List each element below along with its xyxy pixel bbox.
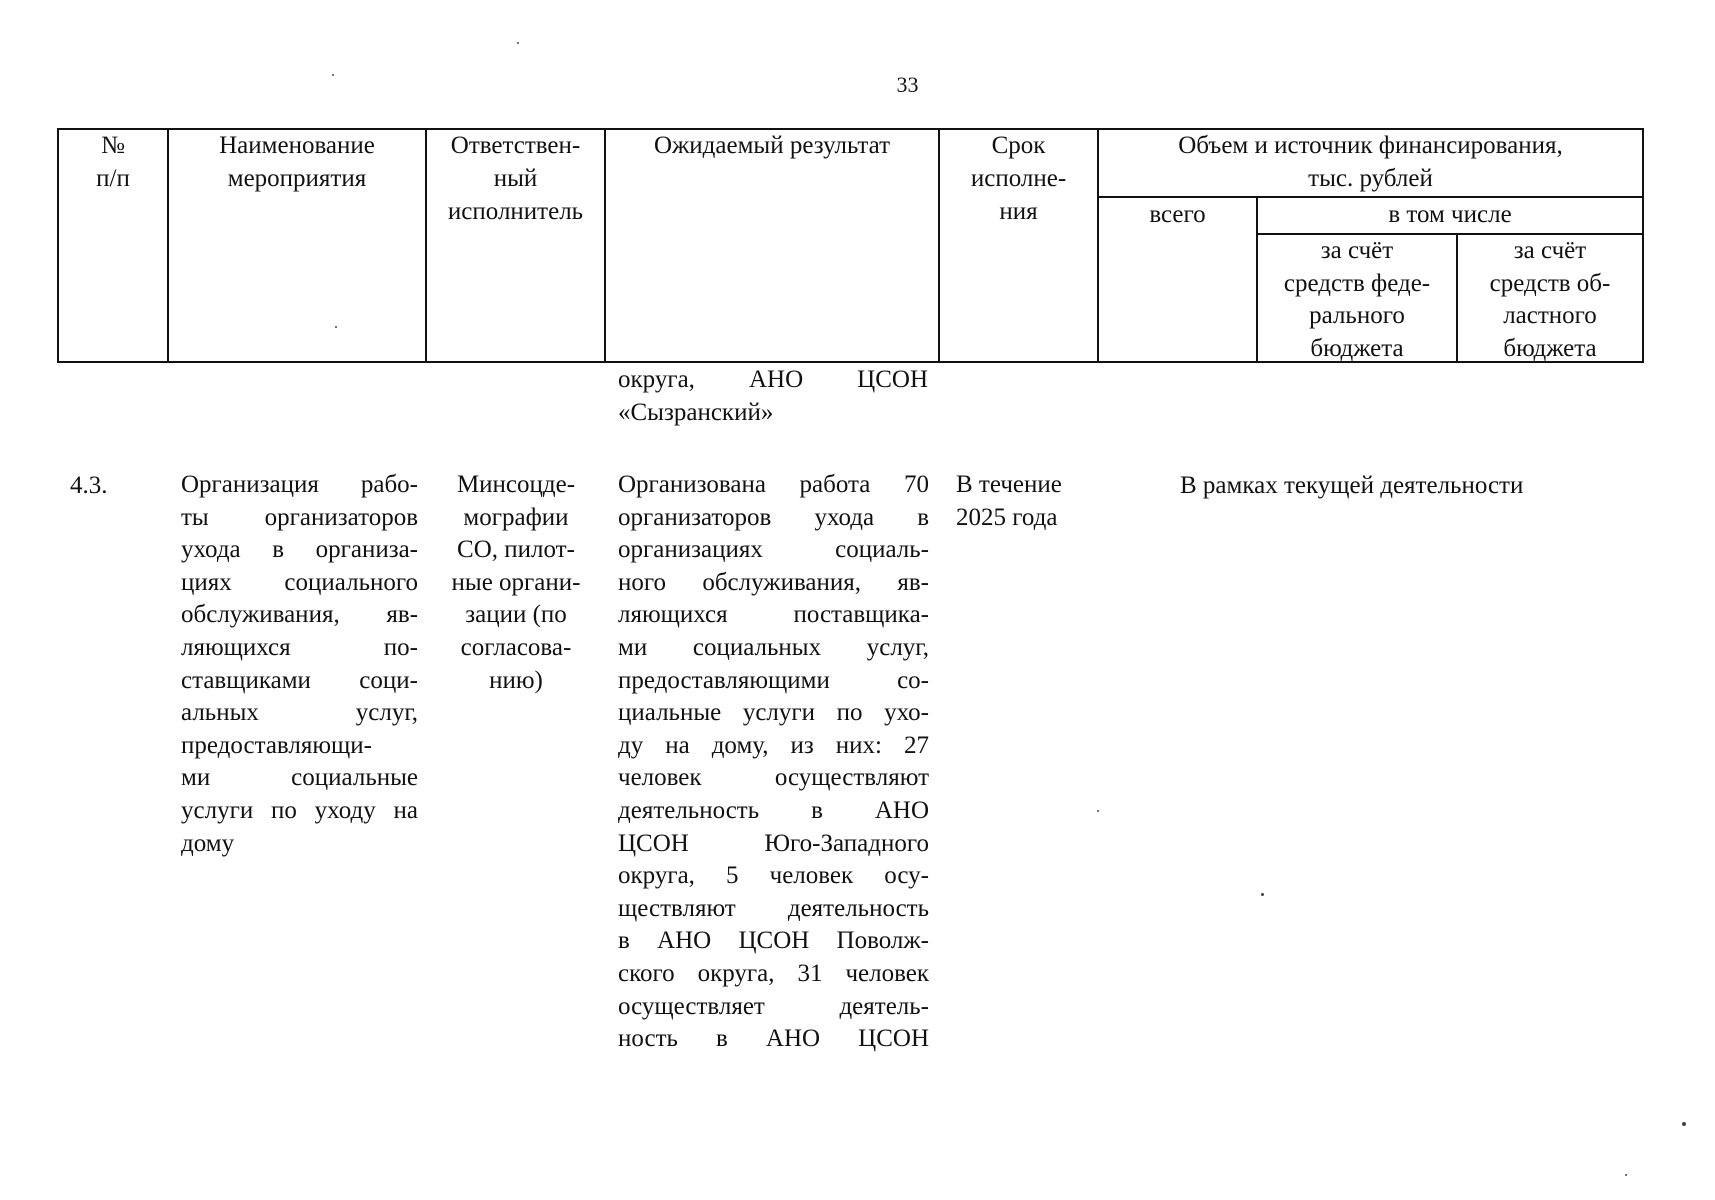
row-result-line: человек осуществляют [618, 764, 929, 792]
row-name-line: ставщиками соци- [181, 666, 418, 694]
header-funding [1099, 129, 1642, 195]
row-funding: В рамках текущей деятельности [1180, 472, 1524, 499]
header-deadline-line: ния [999, 198, 1038, 225]
header-name [169, 129, 425, 195]
row-result-line: ляющихся поставщика- [618, 601, 929, 629]
header-regional [1458, 235, 1642, 365]
row-name-line: альных услуг, [181, 699, 418, 727]
header-deadline-line: Срок [991, 132, 1046, 159]
header-number [59, 129, 167, 195]
continued-result-text [618, 364, 928, 429]
row-result-line: деятельность в АНО [618, 796, 929, 824]
header-federal-line: бюджета [1310, 334, 1404, 362]
row-name-line: ляющихся по- [181, 633, 418, 661]
header-federal [1258, 235, 1456, 365]
row-result-line: ского округа, 31 человек [618, 959, 929, 987]
row-name-line: ты организаторов [181, 503, 418, 531]
header-deadline-line: исполне- [970, 165, 1067, 192]
row-result-line: в АНО ЦСОН Поволж- [618, 927, 929, 955]
row-result-line: ществляют деятельность [618, 894, 929, 922]
row-name-line: Организация рабо- [181, 471, 418, 498]
table-header-divider [604, 128, 606, 363]
header-regional-line: ластного [1503, 302, 1597, 329]
row-result-line: ду на дому, из них: 27 [618, 731, 929, 759]
row-name-line: дому [181, 829, 235, 857]
row-responsible-line: мографии [463, 503, 569, 531]
header-federal-line: средств феде- [1283, 269, 1431, 297]
header-total [1099, 198, 1256, 231]
header-number-line: п/п [96, 165, 130, 192]
row-name-line: предоставляющи- [181, 731, 372, 759]
scan-speck [335, 326, 337, 328]
header-responsible-line: исполнитель [447, 198, 584, 225]
row-result-line: Организована работа 70 [618, 471, 929, 498]
row-name-line: ми социальные [181, 764, 418, 792]
continued-line: округа, АНО ЦСОН [618, 366, 928, 393]
row-name-line: обслуживания, яв- [181, 601, 418, 629]
page-number: 33 [896, 72, 919, 97]
scan-speck [332, 74, 334, 76]
row-result-line: осуществляет деятель- [618, 992, 929, 1020]
row-name-line: услуги по уходу на [181, 796, 418, 824]
header-number-line: № [101, 132, 125, 159]
header-responsible-line: Ответствен- [450, 132, 581, 159]
scan-speck [1625, 1174, 1627, 1176]
header-regional-line: бюджета [1503, 334, 1597, 362]
row-result-line: округа, 5 человек осу- [618, 862, 929, 890]
row-name [181, 469, 418, 860]
scan-speck [1097, 810, 1099, 812]
header-result-line: Ожидаемый результат [653, 132, 891, 159]
row-responsible-line: ные органи- [451, 568, 581, 596]
row-result-line: организациях социаль- [618, 536, 929, 564]
header-including-label: в том числе [1388, 201, 1512, 228]
row-responsible-line: зации (по [465, 601, 567, 629]
row-responsible-line: нию) [489, 666, 543, 694]
scan-speck [517, 42, 519, 44]
header-responsible-line: ный [493, 165, 538, 192]
row-responsible-line: Минсоцде- [456, 471, 576, 498]
scan-speck [1682, 1122, 1686, 1126]
row-deadline-line: В течение [956, 471, 1062, 498]
row-name-line: циях социального [181, 568, 418, 596]
row-result-line: ного обслуживания, яв- [618, 568, 929, 596]
header-regional-line: за счёт [1513, 237, 1587, 264]
continued-line: «Сызранский» [618, 398, 774, 426]
header-name-line: Наименование [219, 132, 375, 159]
row-result-line: ЦСОН Юго-Западного [618, 829, 929, 857]
row-result-line: организаторов ухода в [618, 503, 929, 531]
header-federal-line: рального [1309, 302, 1405, 329]
row-deadline [956, 469, 1096, 534]
row-result-line: предоставляющими со- [618, 666, 929, 694]
row-responsible [441, 469, 591, 697]
header-including [1258, 198, 1642, 231]
header-funding-line: Объем и источник финансирования, [1178, 132, 1563, 159]
scan-speck [1261, 893, 1264, 896]
header-regional-line: средств об- [1489, 269, 1611, 297]
header-federal-line: за счёт [1320, 237, 1394, 264]
row-name-line: ухода в организа- [181, 536, 418, 564]
header-name-line: мероприятия [227, 165, 367, 192]
header-responsible [427, 129, 604, 228]
header-funding-line: тыс. рублей [1308, 165, 1433, 192]
row-responsible-line: согласова- [460, 633, 572, 661]
table-header [0, 0, 1715, 380]
table-header-border-right [1642, 128, 1644, 363]
header-total-label: всего [1149, 201, 1206, 228]
header-result [606, 129, 938, 162]
row-responsible-line: СО, пилот- [457, 536, 575, 564]
row-number: 4.3. [70, 472, 108, 499]
header-deadline [940, 129, 1097, 228]
row-result-line: ность в АНО ЦСОН [618, 1025, 929, 1053]
row-result-line: циальные услуги по ухо- [618, 699, 929, 727]
row-result [618, 469, 929, 1056]
row-result-line: ми социальных услуг, [618, 633, 929, 661]
row-deadline-line: 2025 года [956, 503, 1058, 531]
